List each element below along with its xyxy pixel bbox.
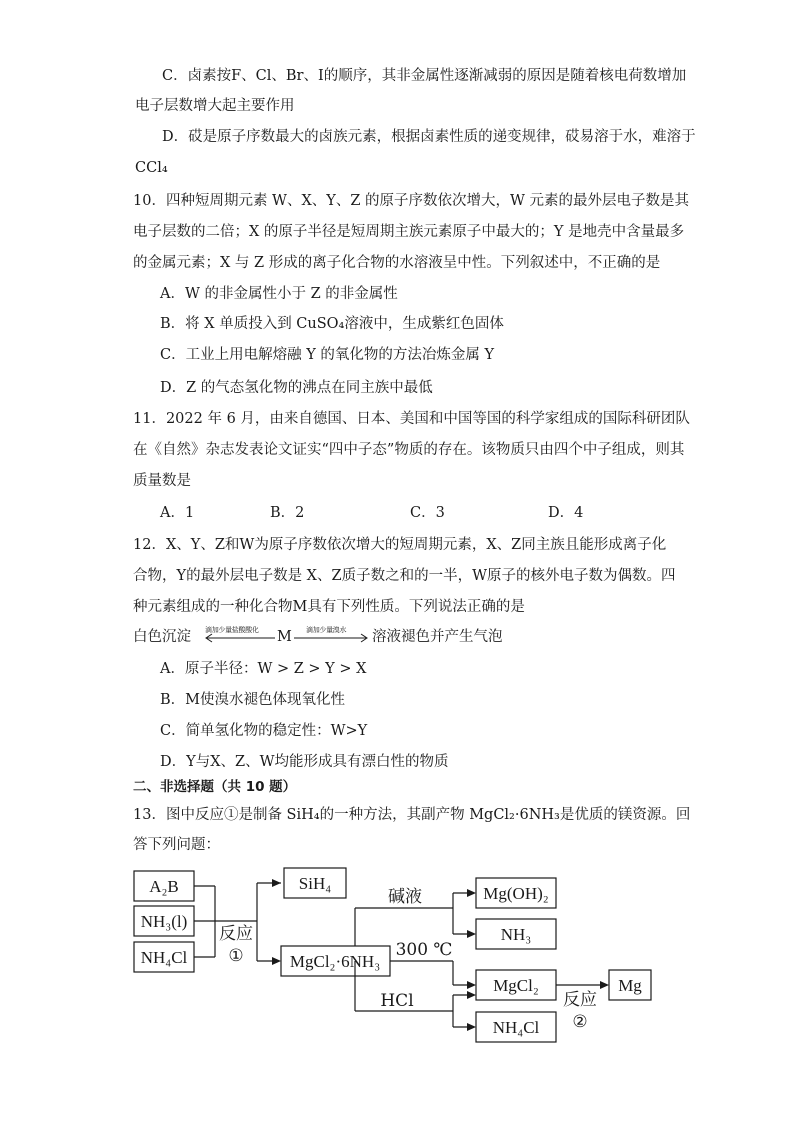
q12-option-c: C．简单氢化物的稳定性：W>Y — [160, 723, 368, 739]
label-reaction2-number: ② — [572, 1012, 588, 1032]
q12-stem-line3: 种元素组成的一种化合物M具有下列性质。下列说法正确的是 — [133, 599, 525, 615]
label-300c: 300 ℃ — [395, 940, 453, 960]
q10-option-a: A．W 的非金属性小于 Z 的非金属性 — [160, 286, 398, 302]
q12-stem-line2: 合物，Y的最外层电子数是 X、Z质子数之和的一半，W原子的核外电子数为偶数。四 — [133, 568, 676, 584]
label-sih4: SiH₄ — [298, 874, 332, 893]
q11-stem-line1: 11．2022 年 6 月，由来自德国、日本、美国和中国等国的科学家组成的国际科研团队 — [133, 411, 690, 427]
q9-option-c-line2: 电子层数增大起主要作用 — [135, 98, 295, 114]
q12-left-arrow-label: 滴加少量盐酸酸化 — [205, 626, 259, 634]
q12-option-a: A．原子半径：W > Z > Y > X — [160, 661, 367, 677]
q10-option-d: D．Z 的气态氢化物的沸点在同主族中最低 — [160, 380, 433, 396]
q10-stem-line2: 电子层数的二倍；X 的原子半径是短周期主族元素原子中最大的；Y 是地壳中含量最多 — [133, 224, 685, 240]
label-nh3-liquid: NH₃(l) — [140, 912, 188, 931]
label-reaction2: 反应 — [563, 990, 597, 1010]
q11-stem-line3: 质量数是 — [133, 473, 191, 489]
label-nh4cl-input: NH₄Cl — [140, 948, 188, 967]
q11-stem-line2: 在《自然》杂志发表论文证实“四中子态”物质的存在。该物质只由四个中子组成，则其 — [133, 442, 685, 458]
q9-option-d-line2: CCl₄ — [135, 160, 168, 176]
q11-option-d: D．4 — [548, 505, 584, 521]
q13-stem-line1: 13．图中反应①是制备 SiH₄的一种方法，其副产物 MgCl₂·6NH₃是优质的镁资源。回 — [133, 807, 691, 823]
q12-scheme-left-product: 白色沉淀 — [133, 629, 191, 645]
q12-option-b: B．M使溴水褪色体现氧化性 — [160, 692, 346, 708]
label-nh3: NH₃ — [500, 925, 532, 944]
q12-option-d: D．Y与X、Z、W均能形成具有漂白性的物质 — [160, 754, 449, 770]
label-mgoh2: Mg(OH)₂ — [483, 884, 549, 903]
label-mgcl2: MgCl₂ — [493, 976, 539, 995]
q11-option-b: B．2 — [270, 505, 305, 521]
q12-stem-line1: 12．X、Y、Z和W为原子序数依次增大的短周期元素，X、Z同主族且能形成离子化 — [133, 537, 667, 553]
label-reaction1: 反应 — [219, 924, 253, 944]
label-mg: Mg — [618, 976, 642, 995]
q11-option-a: A．1 — [160, 505, 195, 521]
q9-option-c-line1: C．卤素按F、Cl、Br、I的顺序，其非金属性逐渐减弱的原因是随着核电荷数增加 — [162, 68, 687, 84]
q11-option-c: C．3 — [410, 505, 445, 521]
q12-scheme-center-compound: M — [277, 629, 292, 645]
q9-option-d-line1: D．砹是原子序数最大的卤族元素，根据卤素性质的递变规律，砹易溶于水，难溶于 — [162, 129, 696, 145]
label-hcl: HCl — [380, 991, 414, 1011]
label-a2b: A₂B — [149, 877, 179, 896]
section-heading-nonchoice: 二、非选择题（共 10 题） — [133, 779, 297, 795]
label-nh4cl-output: NH₄Cl — [492, 1018, 540, 1037]
label-mgcl2-6nh3: MgCl₂·6NH₃ — [289, 952, 381, 971]
q10-option-c: C．工业上用电解熔融 Y 的氧化物的方法冶炼金属 Y — [160, 347, 495, 363]
q13-stem-line2: 答下列问题： — [133, 837, 220, 853]
label-reaction1-number: ① — [228, 946, 244, 966]
q10-stem-line3: 的金属元素；X 与 Z 形成的离子化合物的水溶液呈中性。下列叙述中，不正确的是 — [133, 255, 661, 271]
q10-option-b: B．将 X 单质投入到 CuSO₄溶液中，生成紫红色固体 — [160, 316, 504, 332]
q12-scheme-right-result: 溶液褪色并产生气泡 — [372, 629, 503, 645]
q12-right-arrow-label: 滴加少量溴水 — [306, 626, 347, 634]
label-base-solution: 碱液 — [388, 887, 422, 907]
q10-stem-line1: 10．四种短周期元素 W、X、Y、Z 的原子序数依次增大，W 元素的最外层电子数是其 — [133, 193, 690, 209]
